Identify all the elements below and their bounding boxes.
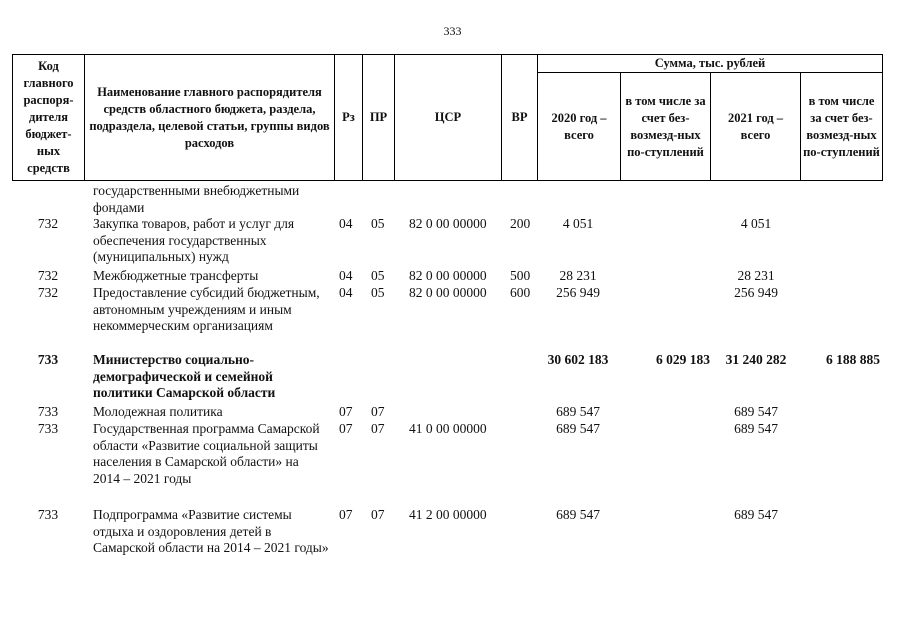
row-pr: 05 [371,216,385,231]
row-csr: 82 0 00 00000 [409,268,487,283]
row-total-2021: 689 547 [734,404,778,419]
row-kod: 732 [37,216,59,231]
row-rz: 04 [339,268,353,283]
row-free-2021: 6 188 885 [826,352,880,367]
row-total-2020: 689 547 [556,421,600,436]
row-total-2021: 31 240 282 [725,352,787,367]
header-vr: ВР [502,55,538,181]
header-free-2021: в том числе за счет без-возмезд-ных по-ступлений [801,73,883,181]
row-total-2020: 689 547 [556,507,600,522]
row-kod: 733 [37,507,59,522]
row-free-2020: 6 029 183 [656,352,710,367]
row-csr: 82 0 00 00000 [409,285,487,300]
row-rz: 04 [339,216,353,231]
row-csr: 41 0 00 00000 [409,421,487,436]
row-kod: 732 [37,268,59,283]
row-vr: 200 [510,216,531,231]
row-pr: 07 [371,421,385,436]
row-rz: 04 [339,285,353,300]
row-name: Предоставление субсидий бюджетным, автономным учреждениям и иным некоммерческим организациям [93,285,320,333]
row-name: Государственная программа Самарской области «Развитие социальной защиты населения в Самарской области» на 2014 – 2021 годы [93,421,320,486]
header-rz: Рз [335,55,363,181]
header-total-2020: 2020 год – всего [538,73,621,181]
row-csr: 41 2 00 00000 [409,507,487,522]
row-pr: 05 [371,285,385,300]
row-total-2021: 256 949 [734,285,778,300]
row-total-2020: 256 949 [556,285,600,300]
row-total-2021: 689 547 [734,421,778,436]
row-name: Подпрограмма «Развитие системы отдыха и оздоровления детей в Самарской области на 2014 – 2021 годы» [93,507,329,555]
row-name: государственными внебюджетными фондами [93,183,300,215]
header-sum: Сумма, тыс. рублей [538,55,883,73]
row-rz: 07 [339,507,353,522]
row-total-2020: 689 547 [556,404,600,419]
header-csr: ЦСР [395,55,502,181]
row-pr: 07 [371,404,385,419]
row-rz: 07 [339,421,353,436]
header-free-2020: в том числе за счет без-возмезд-ных по-ступлений [621,73,711,181]
table-header [12,54,883,181]
row-csr: 82 0 00 00000 [409,216,487,231]
row-kod: 733 [37,421,59,436]
header-name: Наименование главного распорядителя средств областного бюджета, раздела, подраздела, целевой статьи, группы видов расходов [85,55,335,181]
row-rz: 07 [339,404,353,419]
row-total-2021: 689 547 [734,507,778,522]
row-total-2020: 4 051 [562,216,594,231]
header-total-2021: 2021 год – всего [711,73,801,181]
row-name: Межбюджетные трансферты [93,268,259,283]
row-name: Закупка товаров, работ и услуг для обеспечения государственных (муниципальных) нужд [93,216,295,264]
row-pr: 07 [371,507,385,522]
row-total-2020: 30 602 183 [547,352,609,367]
row-name: Молодежная политика [93,404,223,419]
row-kod: 733 [37,352,59,367]
row-total-2021: 4 051 [740,216,772,231]
row-total-2021: 28 231 [737,268,775,283]
header-pr: ПР [363,55,395,181]
row-kod: 732 [37,285,59,300]
row-total-2020: 28 231 [559,268,597,283]
row-pr: 05 [371,268,385,283]
row-name: Министерство социально-демографической и семейной политики Самарской области [93,352,276,400]
page-number: 333 [443,24,462,38]
table-body [0,181,905,640]
row-vr: 600 [510,285,531,300]
header-kod: Код главного распоря-дителя бюджет-ных средств [13,55,85,181]
row-vr: 500 [510,268,531,283]
row-kod: 733 [37,404,59,419]
